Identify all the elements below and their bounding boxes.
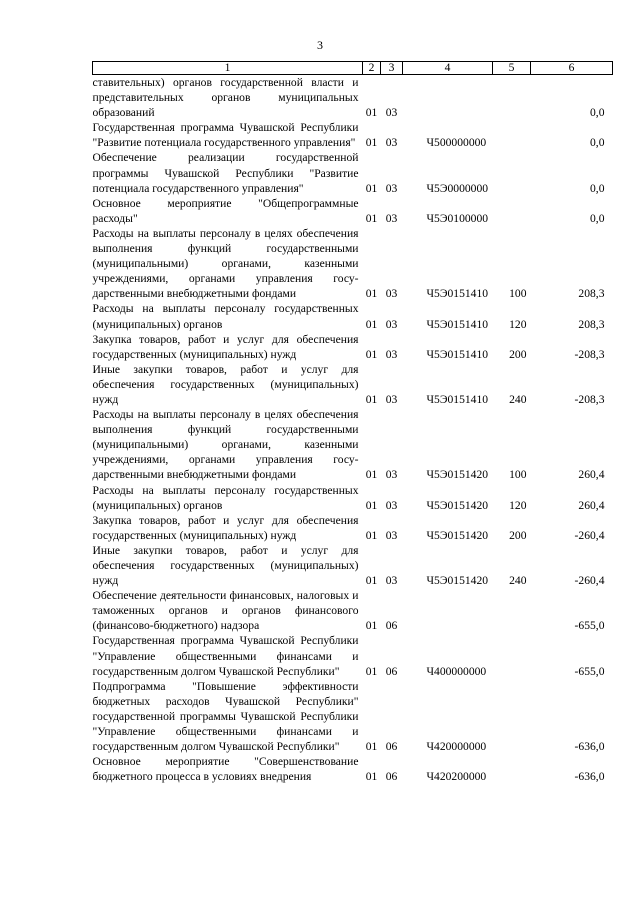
row-description: Расходы на выплаты персоналу в целях обеспечения выполнения функций государственными (муниципальными) органами, казенными учреждениями, органами управления государственными внебюджетными фондами bbox=[92, 226, 359, 301]
row-description: Основное мероприятие "Совершенствование бюджетного процесса в условиях внедрения bbox=[92, 755, 359, 784]
row-target-article: Ч5Э0151410 bbox=[426, 392, 489, 406]
row-description: Иные закупки товаров, работ и услуг для обеспечения государственных (муниципальных) нужд bbox=[92, 362, 359, 406]
row-target-article: Ч5Э0151420 bbox=[426, 498, 489, 512]
column-header: 5 bbox=[493, 62, 531, 75]
row-amount: 208,3 bbox=[578, 287, 605, 301]
row-target-article bbox=[403, 588, 493, 633]
row-target-article: Ч5Э0000000 bbox=[426, 181, 489, 195]
row-expense-type: 200 bbox=[509, 347, 527, 361]
row-description: Государственная программа Чувашской Республики "Управление общественными финансами и государственным долгом Чувашской Республики" bbox=[92, 634, 359, 678]
row-target-article: Ч400000000 bbox=[426, 664, 487, 678]
row-target-article: Ч5Э0151410 bbox=[426, 287, 489, 301]
row-expense-type: 120 bbox=[509, 317, 527, 331]
row-amount: -636,0 bbox=[574, 740, 605, 754]
row-description: Закупка товаров, работ и услуг для обеспечения государственных (муниципальных) нужд bbox=[92, 513, 359, 542]
table-row bbox=[93, 543, 613, 588]
row-expense-type: 100 bbox=[509, 287, 527, 301]
row-section-code: 01 bbox=[365, 770, 378, 784]
table-row bbox=[93, 754, 613, 784]
table-row bbox=[93, 407, 613, 482]
table-row bbox=[93, 332, 613, 362]
row-section-code: 01 bbox=[365, 664, 378, 678]
row-expense-type: 200 bbox=[509, 528, 527, 542]
row-subsection-code: 03 bbox=[385, 287, 398, 301]
table-row bbox=[93, 483, 613, 513]
table-row bbox=[93, 513, 613, 543]
table-row bbox=[93, 633, 613, 678]
row-amount: -260,4 bbox=[574, 528, 605, 542]
row-section-code: 01 bbox=[365, 574, 378, 588]
row-subsection-code: 06 bbox=[385, 619, 398, 633]
row-expense-type bbox=[493, 75, 531, 121]
row-section-code: 01 bbox=[365, 287, 378, 301]
row-target-article: Ч500000000 bbox=[426, 136, 487, 150]
row-expense-type bbox=[493, 679, 531, 754]
row-subsection-code: 03 bbox=[385, 211, 398, 225]
row-target-article: Ч5Э0151420 bbox=[426, 574, 489, 588]
table-row bbox=[93, 679, 613, 754]
row-section-code: 01 bbox=[365, 528, 378, 542]
row-description: ставительных) органов государственной власти и представительных органов муниципальных образований bbox=[92, 76, 359, 120]
row-section-code: 01 bbox=[365, 181, 378, 195]
row-expense-type: 240 bbox=[509, 574, 527, 588]
row-subsection-code: 03 bbox=[385, 392, 398, 406]
row-subsection-code: 06 bbox=[385, 740, 398, 754]
row-expense-type bbox=[493, 588, 531, 633]
row-target-article: Ч5Э0151410 bbox=[426, 347, 489, 361]
column-header: 2 bbox=[363, 62, 381, 75]
row-description: Государственная программа Чувашской Республики "Развитие потенциала государственного управления" bbox=[92, 121, 359, 150]
row-section-code: 01 bbox=[365, 317, 378, 331]
row-description: Расходы на выплаты персоналу государственных (муниципальных) органов bbox=[92, 302, 359, 331]
row-amount: 208,3 bbox=[578, 317, 605, 331]
row-description: Подпрограмма "Повышение эффективности бюджетных расходов Чувашской Республики" государственной программы Чувашской Республики "Управление общественными финансами и государственным долгом Чувашской Республики" bbox=[92, 679, 359, 754]
row-expense-type bbox=[493, 754, 531, 784]
row-amount: -260,4 bbox=[574, 574, 605, 588]
row-target-article: Ч5Э0151410 bbox=[426, 317, 489, 331]
table-row bbox=[93, 75, 613, 121]
row-description: Основное мероприятие "Общепрограммные расходы" bbox=[92, 196, 359, 225]
row-description: Обеспечение деятельности финансовых, налоговых и таможенных органов и органов финансового (финансово-бюджетного) надзора bbox=[92, 589, 359, 633]
row-subsection-code: 03 bbox=[385, 106, 398, 120]
row-target-article: Ч5Э0151420 bbox=[426, 528, 489, 542]
row-expense-type bbox=[493, 120, 531, 150]
row-section-code: 01 bbox=[365, 136, 378, 150]
row-subsection-code: 03 bbox=[385, 528, 398, 542]
row-target-article bbox=[403, 75, 493, 121]
row-expense-type: 100 bbox=[509, 468, 527, 482]
row-section-code: 01 bbox=[365, 619, 378, 633]
table-row bbox=[93, 120, 613, 150]
row-amount: 0,0 bbox=[590, 106, 605, 120]
column-header: 6 bbox=[531, 62, 613, 75]
table-row bbox=[93, 362, 613, 407]
table-row bbox=[93, 301, 613, 331]
row-amount: 260,4 bbox=[578, 468, 605, 482]
row-subsection-code: 06 bbox=[385, 770, 398, 784]
row-section-code: 01 bbox=[365, 740, 378, 754]
row-expense-type bbox=[493, 150, 531, 195]
row-section-code: 01 bbox=[365, 468, 378, 482]
row-description: Обеспечение реализации государственной программы Чувашской Республики "Развитие потенциала государственного управления" bbox=[92, 151, 359, 195]
row-description: Расходы на выплаты персоналу в целях обеспечения выполнения функций государственными (муниципальными) органами, казенными учреждениями, органами управления государственными внебюджетными фондами bbox=[92, 408, 359, 482]
row-amount: -655,0 bbox=[574, 619, 605, 633]
column-header: 4 bbox=[403, 62, 493, 75]
row-amount: -208,3 bbox=[574, 347, 605, 361]
budget-table bbox=[92, 61, 613, 784]
page-number: 3 bbox=[317, 38, 323, 52]
row-amount: -208,3 bbox=[574, 392, 605, 406]
row-expense-type: 240 bbox=[509, 392, 527, 406]
row-target-article: Ч420000000 bbox=[426, 740, 487, 754]
table-header-row bbox=[93, 62, 613, 75]
row-amount: -655,0 bbox=[574, 664, 605, 678]
row-section-code: 01 bbox=[365, 347, 378, 361]
row-description: Закупка товаров, работ и услуг для обеспечения государственных (муниципальных) нужд bbox=[92, 332, 359, 361]
column-header: 1 bbox=[93, 62, 363, 75]
row-target-article: Ч5Э0151420 bbox=[426, 468, 489, 482]
table-row bbox=[93, 196, 613, 226]
row-description: Иные закупки товаров, работ и услуг для обеспечения государственных (муниципальных) нужд bbox=[92, 543, 359, 588]
row-subsection-code: 03 bbox=[385, 498, 398, 512]
row-target-article: Ч420200000 bbox=[426, 770, 487, 784]
row-subsection-code: 03 bbox=[385, 317, 398, 331]
row-subsection-code: 03 bbox=[385, 574, 398, 588]
row-target-article: Ч5Э0100000 bbox=[426, 211, 489, 225]
row-subsection-code: 06 bbox=[385, 664, 398, 678]
row-expense-type: 120 bbox=[509, 498, 527, 512]
column-header: 3 bbox=[381, 62, 403, 75]
row-expense-type bbox=[493, 196, 531, 226]
row-amount: 0,0 bbox=[590, 211, 605, 225]
table-row bbox=[93, 588, 613, 633]
table-row bbox=[93, 150, 613, 195]
row-subsection-code: 03 bbox=[385, 468, 398, 482]
row-section-code: 01 bbox=[365, 211, 378, 225]
row-subsection-code: 03 bbox=[385, 347, 398, 361]
row-amount: 0,0 bbox=[590, 136, 605, 150]
row-section-code: 01 bbox=[365, 498, 378, 512]
table-body bbox=[93, 75, 613, 785]
row-amount: 260,4 bbox=[578, 498, 605, 512]
row-section-code: 01 bbox=[365, 106, 378, 120]
row-description: Расходы на выплаты персоналу государственных (муниципальных) органов bbox=[92, 483, 359, 512]
row-amount: -636,0 bbox=[574, 770, 605, 784]
row-subsection-code: 03 bbox=[385, 181, 398, 195]
row-subsection-code: 03 bbox=[385, 136, 398, 150]
row-expense-type bbox=[493, 633, 531, 678]
table-row bbox=[93, 226, 613, 301]
row-amount: 0,0 bbox=[590, 181, 605, 195]
row-section-code: 01 bbox=[365, 392, 378, 406]
